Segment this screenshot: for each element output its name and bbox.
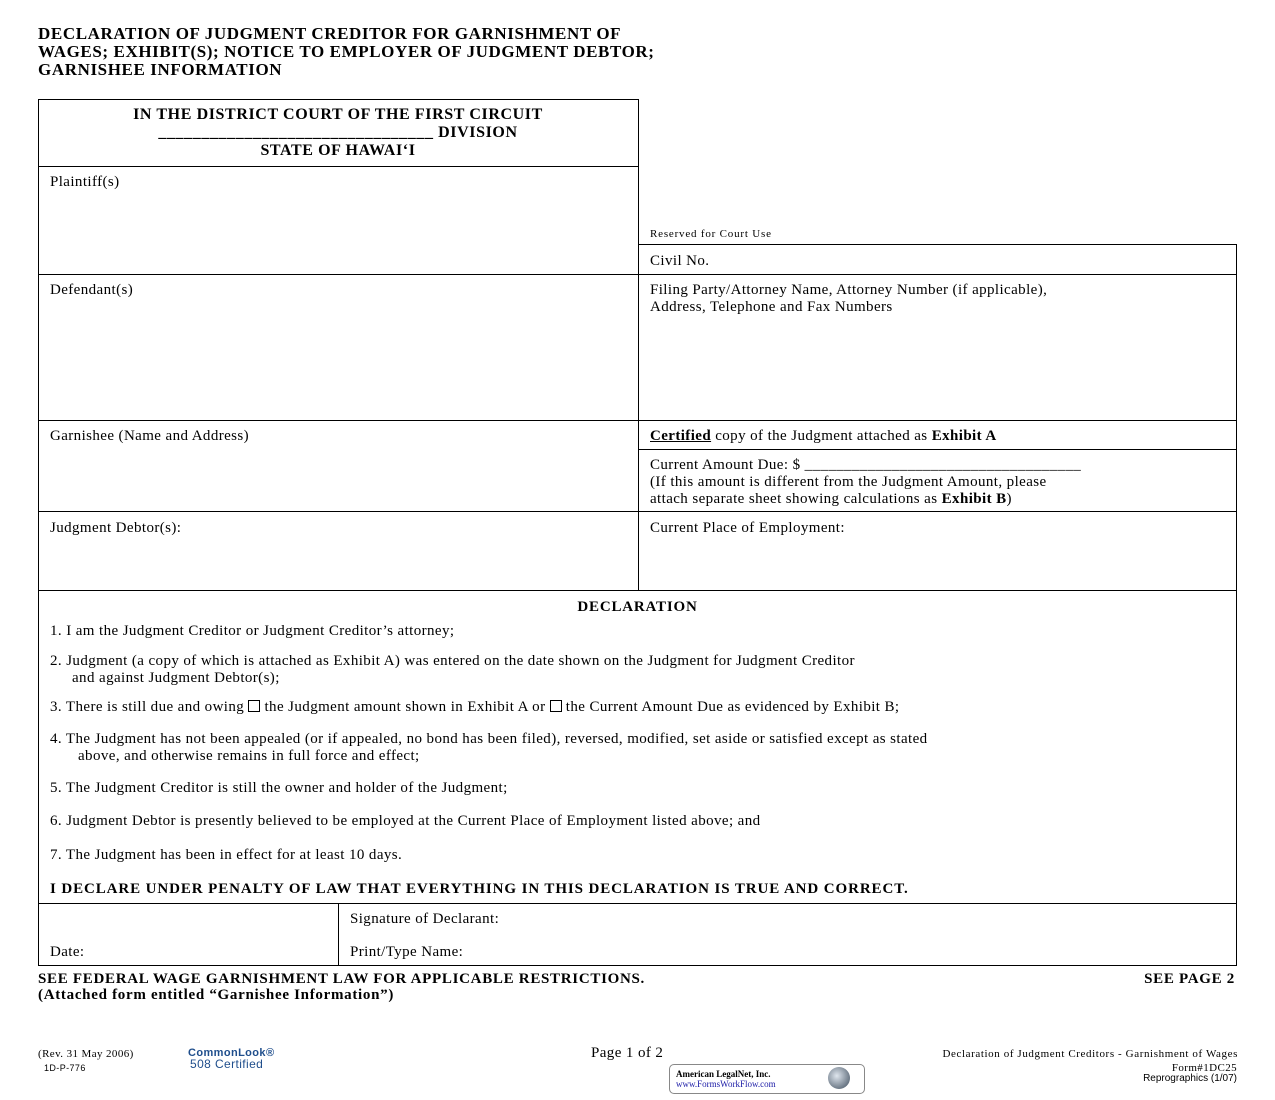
american-legalnet-logo[interactable] bbox=[669, 1064, 865, 1094]
page-number: Page 1 of 2 bbox=[591, 1045, 664, 1061]
declaration-heading: DECLARATION bbox=[577, 599, 698, 615]
filing-party-line2: Address, Telephone and Fax Numbers bbox=[650, 299, 893, 315]
divider bbox=[38, 511, 1237, 512]
amount-note-1: (If this amount is different from the Judgment Amount, please bbox=[650, 474, 1047, 490]
date-field[interactable]: Date: bbox=[50, 944, 85, 960]
penalty-statement: I DECLARE UNDER PENALTY OF LAW THAT EVERYTHING IN THIS DECLARATION IS TRUE AND CORRECT. bbox=[50, 881, 909, 897]
form-title-footer: Declaration of Judgment Creditors - Garnishment of Wages bbox=[942, 1048, 1238, 1060]
court-heading bbox=[38, 106, 638, 160]
declaration-item-3: 3. There is still due and owing the Judgment amount shown in Exhibit A or the Current Amount Due as evidenced by Exhibit B; bbox=[50, 699, 900, 715]
print-name-field[interactable]: Print/Type Name: bbox=[350, 944, 464, 960]
certified-label: Certified bbox=[650, 428, 712, 444]
judgment-amount-checkbox[interactable] bbox=[248, 700, 260, 712]
form-code: 1D-P-776 bbox=[44, 1063, 86, 1073]
reserved-label: Reserved for Court Use bbox=[650, 228, 772, 240]
exhibit-a-label: Exhibit A bbox=[931, 428, 997, 444]
court-state: STATE OF HAWAI‘I bbox=[260, 142, 416, 159]
logo-name: American LegalNet, Inc. bbox=[676, 1069, 771, 1079]
divider bbox=[638, 449, 1237, 450]
divider bbox=[38, 903, 1237, 904]
plaintiff-field[interactable]: Plaintiff(s) bbox=[50, 174, 120, 190]
federal-law-note: SEE FEDERAL WAGE GARNISHMENT LAW FOR APPLICABLE RESTRICTIONS. bbox=[38, 971, 646, 987]
civil-no-field[interactable]: Civil No. bbox=[650, 253, 710, 269]
revision-date: (Rev. 31 May 2006) bbox=[38, 1048, 134, 1060]
signature-divider bbox=[338, 903, 339, 965]
divider bbox=[38, 965, 1237, 966]
declaration-item-2: 2. Judgment (a copy of which is attached as Exhibit A) was entered on the date shown on the Judgment for Judgment Creditor and against Judgment Debtor(s); bbox=[50, 653, 855, 686]
defendant-field[interactable]: Defendant(s) bbox=[50, 282, 134, 298]
employment-field[interactable]: Current Place of Employment: bbox=[650, 520, 845, 536]
court-division: ________________________________ DIVISION bbox=[158, 124, 518, 141]
divider bbox=[38, 590, 1237, 591]
amount-due-label: Current Amount Due: $ ___________________________________ bbox=[650, 457, 1082, 473]
globe-icon bbox=[828, 1067, 850, 1089]
form-number: Form#1DC25 bbox=[1171, 1062, 1237, 1074]
signature-field[interactable]: Signature of Declarant: bbox=[350, 911, 500, 927]
reprographics: Reprographics (1/07) bbox=[1143, 1073, 1237, 1084]
commonlook-logo: CommonLook® bbox=[188, 1047, 275, 1059]
divider bbox=[38, 420, 1237, 421]
certified-copy-line bbox=[650, 428, 997, 445]
form-title: DECLARATION OF JUDGMENT CREDITOR FOR GARNISHMENT OF WAGES; EXHIBIT(S); NOTICE TO EMPLOYER OF JUDGMENT DEBTOR; GARNISHEE INFORMATION bbox=[38, 24, 655, 79]
see-page-note: SEE PAGE 2 bbox=[1144, 971, 1235, 987]
current-amount-checkbox[interactable] bbox=[550, 700, 562, 712]
amount-due-field[interactable] bbox=[650, 457, 1081, 508]
judgment-debtor-field[interactable]: Judgment Debtor(s): bbox=[50, 520, 182, 536]
filing-party-line1: Filing Party/Attorney Name, Attorney Number (if applicable), bbox=[650, 282, 1048, 298]
declaration-item-7: 7. The Judgment has been in effect for at least 10 days. bbox=[50, 847, 403, 863]
attached-form-note: (Attached form entitled “Garnishee Information”) bbox=[38, 987, 395, 1003]
middle-divider bbox=[638, 166, 639, 591]
508-certified-label: 508 Certified bbox=[190, 1057, 264, 1071]
logo-link[interactable]: www.FormsWorkFlow.com bbox=[676, 1079, 776, 1089]
divider bbox=[638, 244, 1237, 245]
declaration-item-6: 6. Judgment Debtor is presently believed to be employed at the Current Place of Employment listed above; and bbox=[50, 813, 761, 829]
declaration-item-1: 1. I am the Judgment Creditor or Judgment Creditor’s attorney; bbox=[50, 623, 455, 639]
exhibit-b-label: Exhibit B bbox=[941, 491, 1007, 507]
divider bbox=[38, 274, 1237, 275]
declaration-item-4: 4. The Judgment has not been appealed (or if appealed, no bond has been filed), reversed, modified, set aside or satisfied except as stated above, and otherwise remains in full force and effect; bbox=[50, 731, 928, 764]
border-left bbox=[38, 166, 39, 966]
amount-note-2: attach separate sheet showing calculations as Exhibit B) bbox=[650, 491, 1012, 507]
garnishee-field[interactable]: Garnishee (Name and Address) bbox=[50, 428, 250, 444]
filing-party-field[interactable] bbox=[650, 282, 1047, 316]
declaration-item-5: 5. The Judgment Creditor is still the owner and holder of the Judgment; bbox=[50, 780, 508, 796]
court-line1: IN THE DISTRICT COURT OF THE FIRST CIRCUIT bbox=[133, 106, 543, 123]
certified-text: copy of the Judgment attached as bbox=[711, 428, 932, 444]
